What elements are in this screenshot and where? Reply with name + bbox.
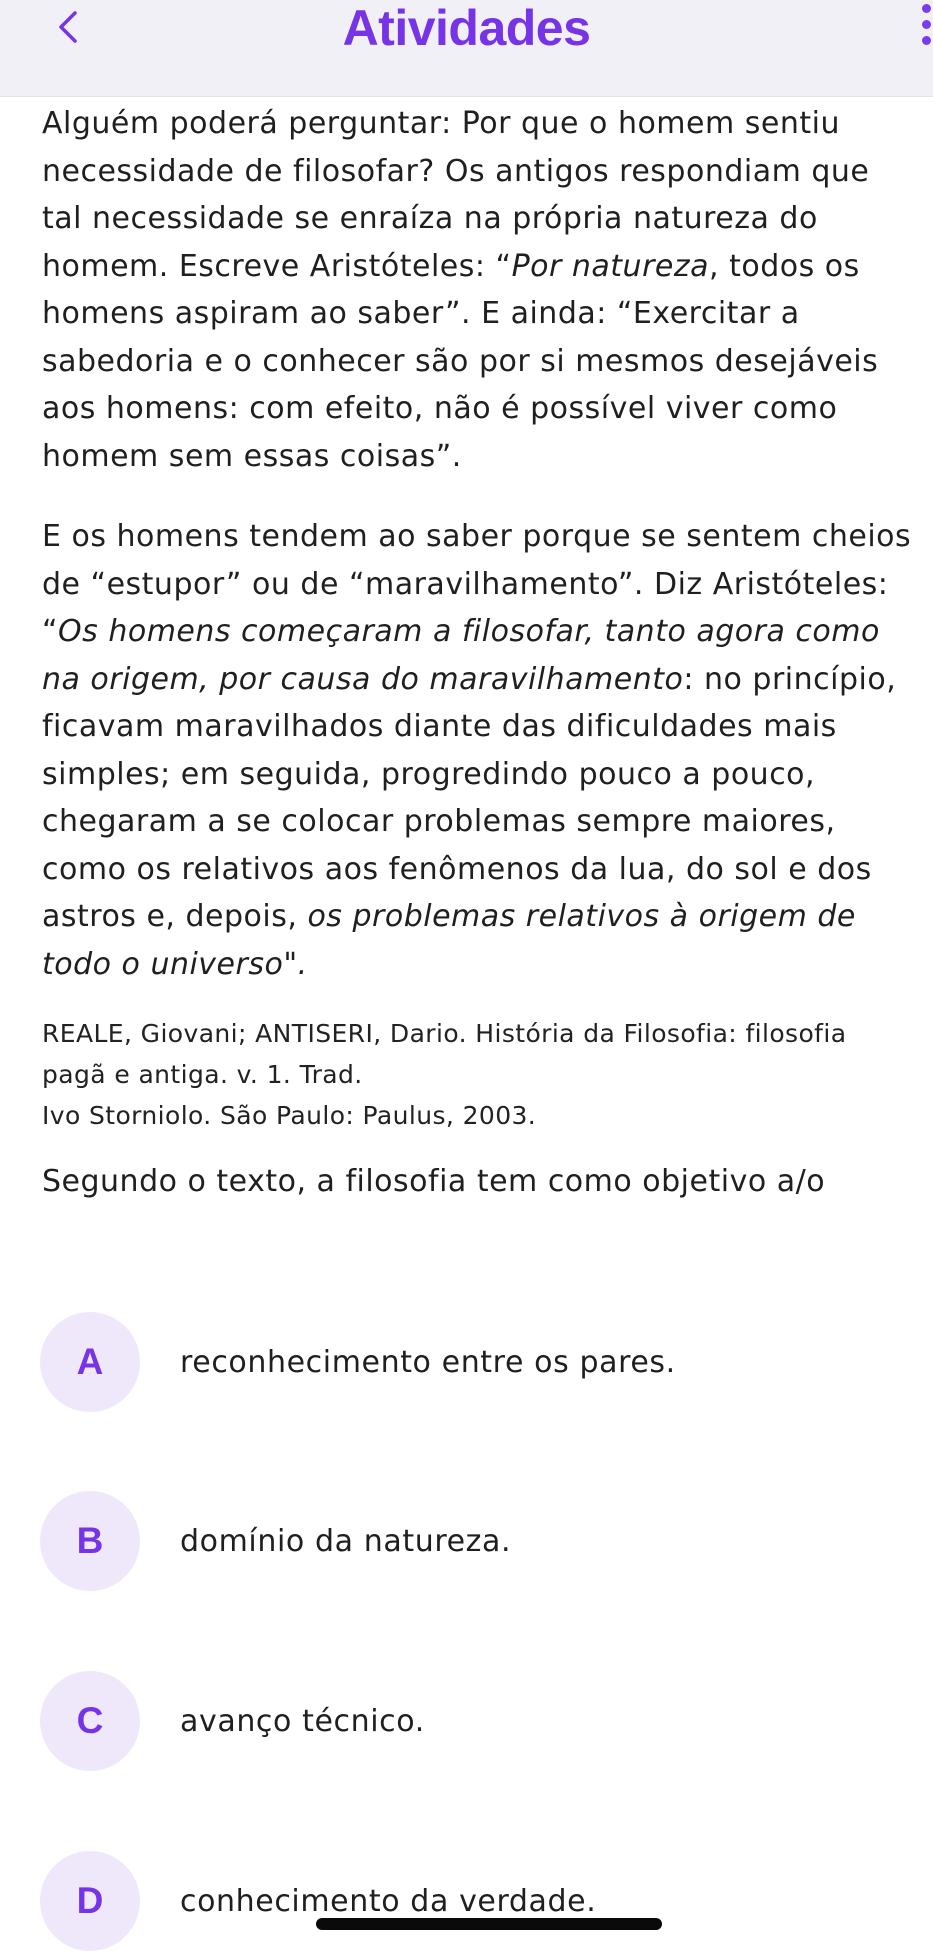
question-text: Segundo o texto, a filosofia tem como objetivo a/o xyxy=(42,1164,826,1199)
top-bar xyxy=(0,0,933,97)
text-paragraph-2: E os homens tendem ao saber porque se sentem cheios de “estupor” ou de “maravilhamento”. Diz Aristóteles: “Os homens começaram a filosofar, tanto agora como na origem, por causa do maravilhamento: no princípio, ficavam maravilhados diante das dificuldades mais simples; em seguida, progredindo pouco a pouco, chegaram a se colocar problemas sempre maiores, como os relativos aos fenômenos da lua, do sol e dos astros e, depois, os problemas relativos à origem de todo o universo". xyxy=(42,519,912,982)
option-d[interactable] xyxy=(40,1851,900,1951)
option-b[interactable] xyxy=(40,1491,900,1591)
option-a[interactable] xyxy=(40,1312,900,1412)
option-letter-badge: A xyxy=(40,1312,140,1412)
page-title: Atividades xyxy=(342,0,591,56)
option-text: avanço técnico. xyxy=(180,1703,425,1739)
option-letter-badge: D xyxy=(40,1851,140,1951)
home-indicator[interactable] xyxy=(316,1918,662,1930)
reference-line: REALE, Giovani; ANTISERI, Dario. História da Filosofia: filosofia pagã e antiga. v. 1. Trad. xyxy=(42,1019,847,1089)
more-options-button[interactable] xyxy=(915,0,933,50)
option-c[interactable] xyxy=(40,1671,900,1771)
option-letter-badge: B xyxy=(40,1491,140,1591)
option-letter-badge: C xyxy=(40,1671,140,1771)
text-paragraph-1: Alguém poderá perguntar: Por que o homem sentiu necessidade de filosofar? Os antigos respondiam que tal necessidade se enraíza na própria natureza do homem. Escreve Aristóteles: “Por natureza, todos os homens aspiram ao saber”. E ainda: “Exercitar a sabedoria e o conhecer são por si mesmos desejáveis aos homens: com efeito, não é possível viver como homem sem essas coisas”. xyxy=(42,106,879,474)
activity-content xyxy=(42,100,912,1205)
option-text: domínio da natureza. xyxy=(180,1523,512,1559)
vertical-dots-icon xyxy=(922,4,931,13)
reference-line: Ivo Storniolo. São Paulo: Paulus, 2003. xyxy=(42,1101,537,1130)
option-text: conhecimento da verdade. xyxy=(180,1883,597,1919)
reference-citation xyxy=(42,1013,912,1136)
option-text: reconhecimento entre os pares. xyxy=(180,1344,676,1380)
